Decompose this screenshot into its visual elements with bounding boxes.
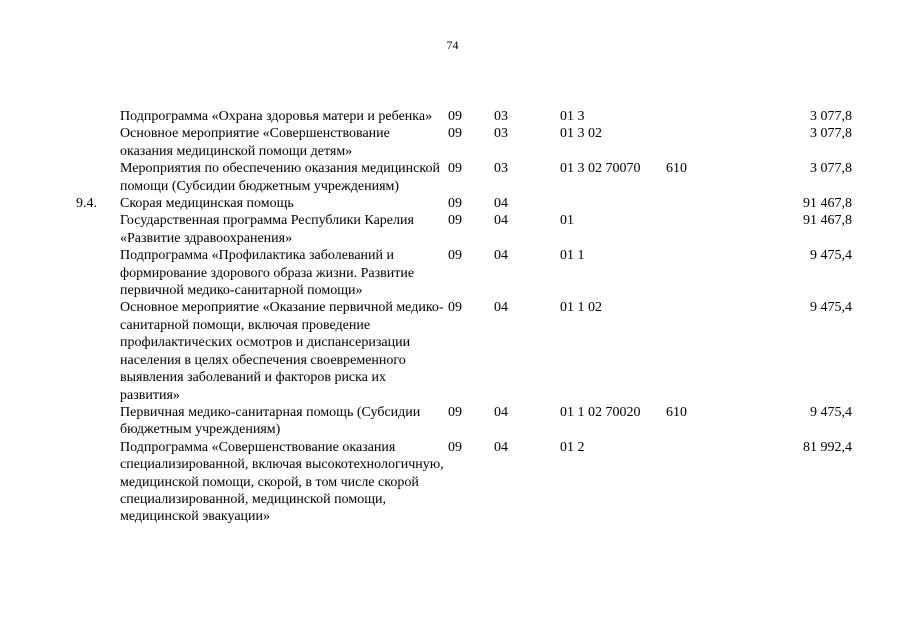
budget-table	[0, 108, 905, 526]
row-section: 09	[448, 196, 462, 212]
table-row	[0, 108, 905, 125]
row-amount: 3 077,8	[810, 109, 852, 124]
row-name: Основное мероприятие «Оказание первичной медико-санитарной помощи, включая проведение профилактических осмотров и диспансеризации населения в целях обеспечения своевременного выявления заболеваний и факторов риска их развития»	[120, 300, 444, 403]
row-name: Основное мероприятие «Совершенствование оказания медицинской помощи детям»	[120, 126, 390, 159]
row-section: 09	[448, 404, 462, 420]
row-target-article: 01	[560, 213, 574, 229]
row-section: 09	[448, 439, 462, 455]
table-row	[0, 160, 905, 195]
table-row	[0, 299, 905, 403]
row-name: Государственная программа Республики Карелия «Развитие здравоохранения»	[120, 213, 414, 246]
row-target-article: 01 1 02	[560, 300, 602, 316]
row-amount: 3 077,8	[810, 126, 852, 142]
row-subsection: 04	[494, 213, 508, 229]
row-amount: 9 475,4	[810, 300, 852, 316]
row-section: 09	[448, 248, 462, 264]
row-name: Подпрограмма «Совершенствование оказания специализированной, включая высокотехнологичную, медицинской помощи, скорой, в том числе скорой специализированной, медицинской помощи, медицинской эвакуации»	[120, 439, 444, 525]
row-target-article: 01 3 02 70070	[560, 161, 641, 177]
row-amount: 9 475,4	[810, 404, 852, 420]
row-amount: 9 475,4	[810, 248, 852, 264]
row-expense-type: 610	[666, 161, 687, 177]
row-subsection: 04	[494, 248, 508, 264]
row-name: Подпрограмма «Профилактика заболеваний и формирование здорового образа жизни. Развитие первичной медико-санитарной помощи»	[120, 248, 415, 299]
row-target-article: 01 1	[560, 248, 585, 264]
table-row	[0, 212, 905, 247]
row-target-article: 01 3	[560, 109, 585, 124]
row-section: 09	[448, 109, 462, 124]
row-section: 09	[448, 161, 462, 177]
row-subsection: 04	[494, 439, 508, 455]
row-subsection: 03	[494, 109, 508, 124]
table-row	[0, 247, 905, 299]
row-name: Мероприятия по обеспечению оказания медицинской помощи (Субсидии бюджетным учреждениям)	[120, 161, 440, 194]
row-amount: 91 467,8	[803, 213, 852, 229]
row-number: 9.4.	[76, 196, 97, 212]
row-name: Первичная медико-санитарная помощь (Субсидии бюджетным учреждениям)	[120, 404, 421, 438]
table-row	[0, 125, 905, 160]
row-target-article: 01 2	[560, 439, 585, 455]
row-name: Подпрограмма «Охрана здоровья матери и ребенка»	[120, 109, 433, 124]
row-subsection: 03	[494, 161, 508, 177]
row-subsection: 04	[494, 196, 508, 212]
row-subsection: 04	[494, 300, 508, 316]
row-amount: 81 992,4	[803, 439, 852, 455]
row-target-article: 01 1 02 70020	[560, 404, 641, 420]
row-subsection: 03	[494, 126, 508, 142]
row-subsection: 04	[494, 404, 508, 420]
table-row	[0, 404, 905, 439]
page-number: 74	[446, 38, 459, 52]
table-row	[0, 439, 905, 526]
row-section: 09	[448, 300, 462, 316]
table-row	[0, 195, 905, 212]
row-target-article: 01 3 02	[560, 126, 602, 142]
row-amount: 3 077,8	[810, 161, 852, 177]
row-name: Скорая медицинская помощь	[120, 196, 294, 212]
row-section: 09	[448, 213, 462, 229]
row-amount: 91 467,8	[803, 196, 852, 212]
row-section: 09	[448, 126, 462, 142]
row-expense-type: 610	[666, 404, 687, 420]
